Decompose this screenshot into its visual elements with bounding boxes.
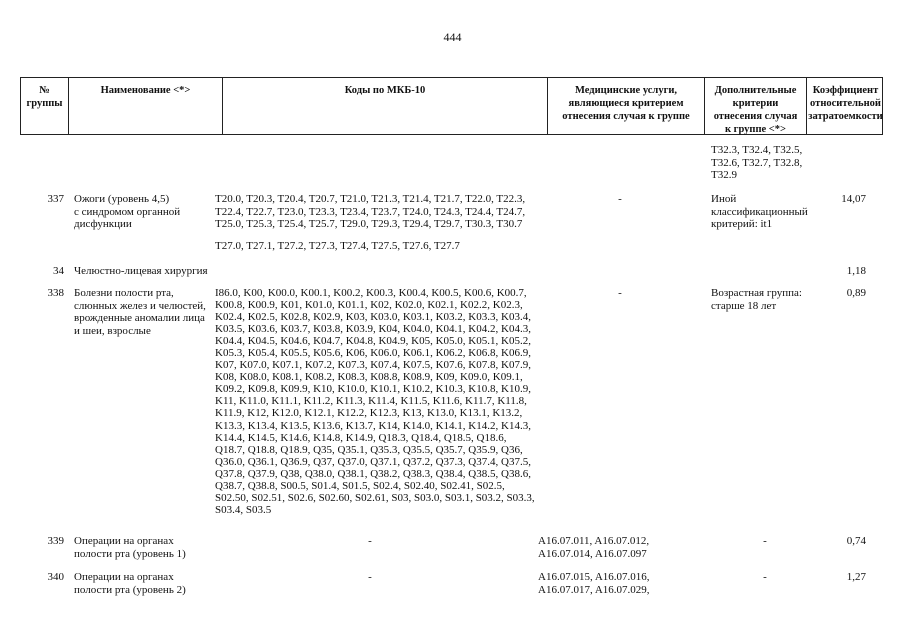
page-number: 444 [443, 30, 462, 44]
row-337-services: - [618, 193, 622, 205]
row-339-codes: - [368, 535, 372, 547]
row-337-extra: Иной классификационный критерий: it1 [711, 193, 808, 231]
row-339-services: A16.07.011, A16.07.012, A16.07.014, A16.07.097 [538, 535, 650, 560]
table-header [20, 77, 883, 135]
row-338-group-no: 338 [47, 287, 64, 299]
header-services: Медицинские услуги, являющиеся критерием отнесения случая к группе [548, 78, 705, 134]
row-340-codes: - [368, 571, 372, 583]
header-icd-codes: Коды по МКБ-10 [223, 78, 548, 134]
row-340-name: Операции на органах полости рта (уровень 2) [74, 571, 186, 596]
row-338-codes: I86.0, K00, K00.0, K00.1, K00.2, K00.3, K00.4, K00.5, K00.6, K00.7, K00.8, K00.9, K01, K01.0, K01.1, K02, K02.0, K02.1, K02.2, K02.3, K02.4, K02.5, K02.8, K02.9, K03, K03.0, K03.1, K03.2, K03.3, K03.4, K03.5, K03.6, K03.7, K03.8, K03.9, K04, K04.0, K04.1, K04.2, K04.3, K04.4, K04.5, K04.6, K04.7, K04.8, K04.9, K05, K05.0, K05.1, K05.2, K05.3, K05.4, K05.5, K05.6, K06, K06.0, K06.1, K06.2, K06.8, K06.9, K07, K07.0, K07.1, K07.2, K07.3, K07.4, K07.5, K07.6, K07.8, K07.9, K08, K08.0, K08.1, K08.2, K08.3, K08.8, K08.9, K09, K09.0, K09.1, K09.2, K09.8, K09.9, K10, K10.0, K10.1, K10.2, K10.3, K10.8, K10.9, K11, K11.0, K11.1, K11.2, K11.3, K11.4, K11.5, K11.6, K11.7, K11.8, K11.9, K12, K12.0, K12.1, K12.2, K12.3, K13, K13.0, K13.1, K13.2, K13.3, K13.4, K13.5, K13.6, K13.7, K14, K14.0, K14.1, K14.2, K14.3, K14.4, K14.5, K14.6, K14.8, K14.9, Q18.3, Q18.4, Q18.5, Q18.6, Q18.7, Q18.8, Q18.9, Q35, Q35.1, Q35.3, Q35.5, Q35.7, Q35.9, Q36, Q36.0, Q36.1, Q36.9, Q37, Q37.0, Q37.1, Q37.2, Q37.3, Q37.4, Q37.5, Q37.8, Q37.9, Q38, Q38.0, Q38.1, Q38.2, Q38.3, Q38.4, Q38.5, Q38.6, Q38.7, Q38.8, S00.5, S01.4, S01.5, S02.4, S02.40, S02.41, S02.5, S02.50, S02.51, S02.6, S02.60, S02.61, S03, S03.0, S03.1, S03.2, S03.3, S03.4, S03.5 [215, 287, 535, 516]
row-340-extra: - [763, 571, 767, 583]
row-339-extra: - [763, 535, 767, 547]
row-337-coef: 14,07 [841, 193, 866, 205]
row-34-group-no: 34 [53, 265, 64, 277]
row-339-name: Операции на органах полости рта (уровень 1) [74, 535, 186, 560]
header-extra-criteria: Дополнительные критерии отнесения случая к группе <*> [705, 78, 807, 134]
row-338-services: - [618, 287, 622, 299]
row-338-name: Болезни полости рта, слюнных желез и челюстей, врожденные аномалии лица и шеи, взрослые [74, 287, 206, 337]
row-34-coef: 1,18 [846, 265, 866, 277]
row-338-coef: 0,89 [846, 287, 866, 299]
row-340-group-no: 340 [47, 571, 64, 583]
row-338-extra: Возрастная группа: старше 18 лет [711, 287, 802, 312]
row-339-coef: 0,74 [846, 535, 866, 547]
row-337-codes: T20.0, T20.3, T20.4, T20.7, T21.0, T21.3, T21.4, T21.7, T22.0, T22.3, T22.4, T22.7, T23.0, T23.3, T23.4, T23.7, T24.0, T24.3, T24.4, T24.7, T25.0, T25.3, T25.4, T25.7, T29.0, T29.3, T29.4, T29.7, T30.3, T30.7 [215, 193, 526, 231]
row-337-name: Ожоги (уровень 4,5) с синдромом органной дисфункции [74, 193, 181, 231]
header-coefficient: Коэффициент относительной затратоемкости [808, 85, 883, 122]
row-339-group-no: 339 [47, 535, 64, 547]
row-337-codes-extra: T27.0, T27.1, T27.2, T27.3, T27.4, T27.5, T27.6, T27.7 [215, 240, 460, 252]
row-340-coef: 1,27 [846, 571, 866, 583]
header-group-no: № группы [21, 78, 69, 134]
cont-extra: T32.3, T32.4, T32.5, T32.6, T32.7, T32.8, T32.9 [711, 144, 803, 182]
row-340-services: A16.07.015, A16.07.016, A16.07.017, A16.07.029, [538, 571, 650, 596]
header-name: Наименование <*> [69, 78, 223, 134]
row-337-group-no: 337 [47, 193, 64, 205]
row-34-name: Челюстно-лицевая хирургия [74, 265, 208, 277]
